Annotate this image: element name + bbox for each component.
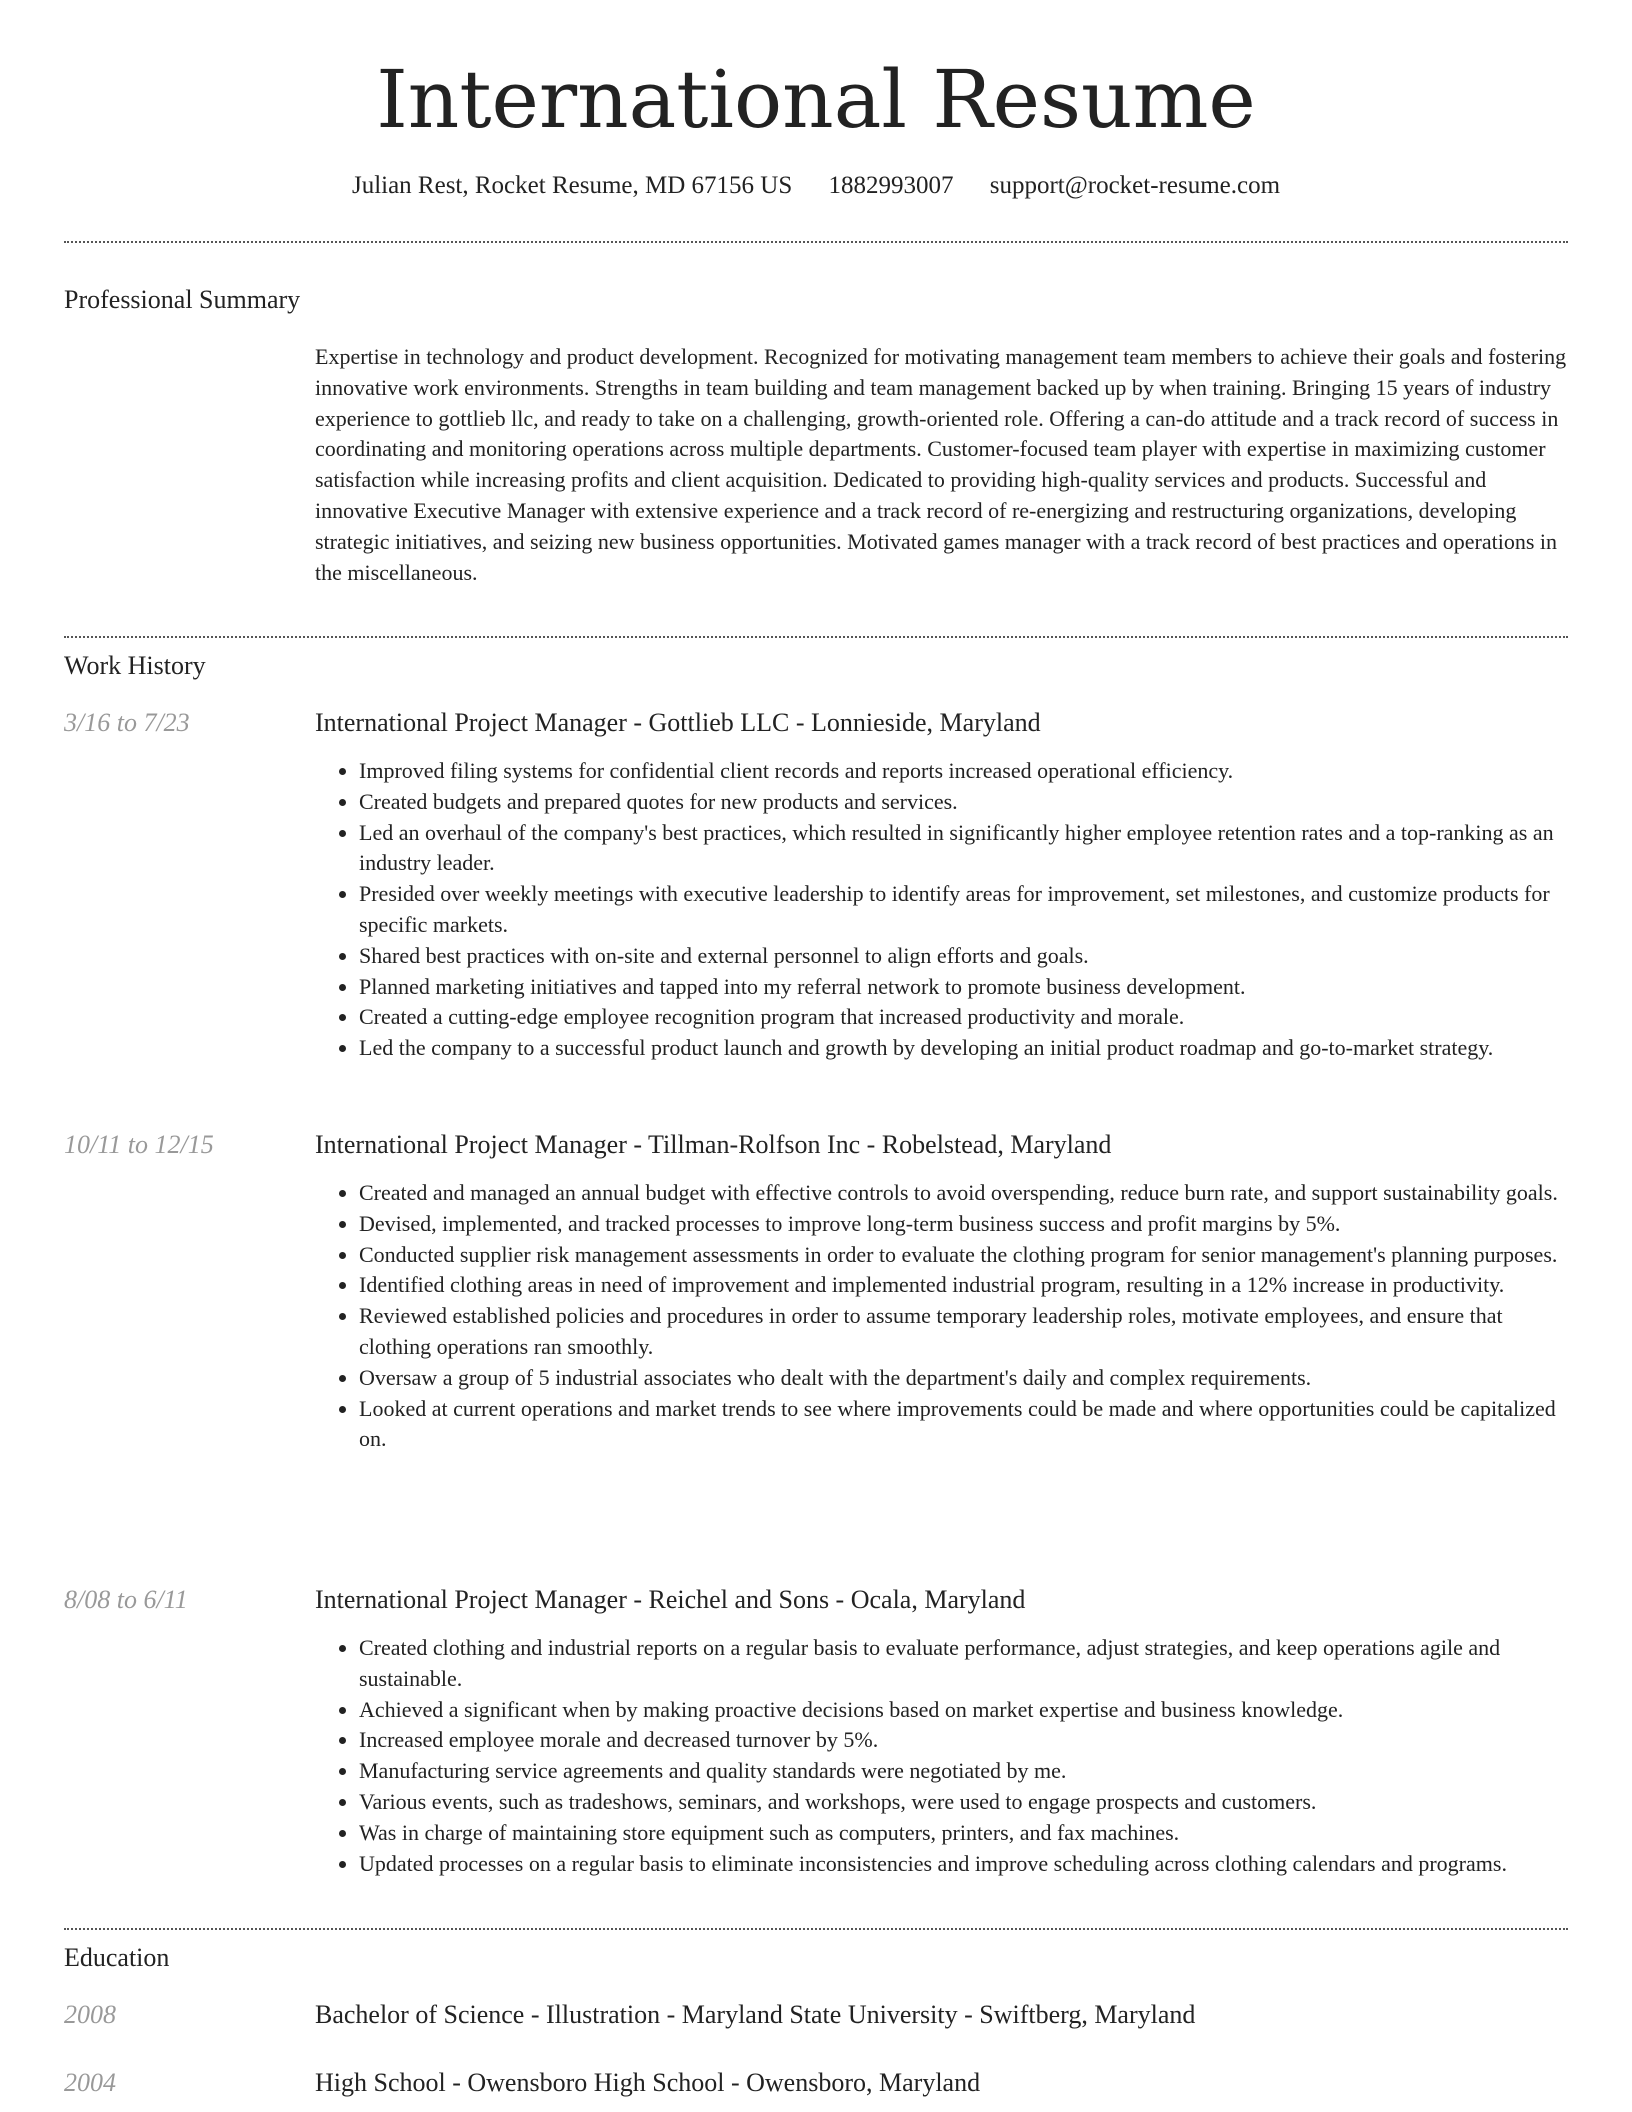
list-item: • Created a cutting-edge employee recognition program that increased productivity and morale. — [359, 1002, 1573, 1033]
job-title: International Project Manager - Reichel and Sons - Ocala, Maryland — [315, 1585, 1026, 1614]
education-year: 2008 — [64, 2000, 116, 2029]
list-item: • Was in charge of maintaining store equipment such as computers, printers, and fax machines. — [359, 1818, 1573, 1849]
job-bullets — [315, 1633, 1573, 1879]
list-item: • Manufacturing service agreements and quality standards were negotiated by me. — [359, 1756, 1573, 1787]
summary-text: Expertise in technology and product development. Recognized for motivating management team members to achieve their goals and fostering innovative work environments. Strengths in team building and team management backed up by when training. Bringing 15 years of industry experience to gottlieb llc, and ready to take on a challenging, growth-oriented role. Offering a can-do attitude and a track record of success in coordinating and monitoring operations across multiple departments. Customer-focused team player with expertise in maximizing customer satisfaction while increasing profits and client acquisition. Dedicated to providing high-quality services and products. Successful and innovative Executive Manager with extensive experience and a track record of re-energizing and restructuring organizations, developing strategic initiatives, and seizing new business opportunities. Motivated games manager with a track record of best practices and operations in the miscellaneous. — [315, 344, 1567, 585]
job-bullets — [315, 1178, 1573, 1455]
resume-title: International Resume — [376, 53, 1256, 146]
list-item: • Created clothing and industrial reports on a regular basis to evaluate performance, adjust strategies, and keep operations agile and sustainable. — [359, 1633, 1573, 1695]
job-title: International Project Manager - Gottlieb LLC - Lonnieside, Maryland — [315, 708, 1041, 737]
job-title: International Project Manager - Tillman-Rolfson Inc - Robelstead, Maryland — [315, 1130, 1112, 1159]
list-item: • Various events, such as tradeshows, seminars, and workshops, were used to engage prospects and customers. — [359, 1787, 1573, 1818]
work-history-heading: Work History — [64, 651, 206, 680]
summary-heading: Professional Summary — [64, 285, 301, 314]
list-item: • Shared best practices with on-site and external personnel to align efforts and goals. — [359, 941, 1573, 972]
divider — [64, 241, 1568, 243]
education-detail: High School - Owensboro High School - Owensboro, Maryland — [315, 2068, 981, 2097]
contact-address: Julian Rest, Rocket Resume, MD 67156 US — [351, 172, 793, 199]
list-item: • Increased employee morale and decreased turnover by 5%. — [359, 1725, 1573, 1756]
job-date: 10/11 to 12/15 — [64, 1130, 214, 1159]
list-item: • Led the company to a successful product launch and growth by developing an initial product roadmap and go-to-market strategy. — [359, 1033, 1573, 1064]
list-item: • Created and managed an annual budget with effective controls to avoid overspending, reduce burn rate, and support sustainability goals. — [359, 1178, 1573, 1209]
list-item: • Reviewed established policies and procedures in order to assume temporary leadership roles, motivate employees, and ensure that clothing operations ran smoothly. — [359, 1301, 1573, 1363]
list-item: • Looked at current operations and market trends to see where improvements could be made and where opportunities could be capitalized on. — [359, 1394, 1573, 1456]
list-item: • Identified clothing areas in need of improvement and implemented industrial program, resulting in a 12% increase in productivity. — [359, 1270, 1573, 1301]
list-item: • Devised, implemented, and tracked processes to improve long-term business success and profit margins by 5%. — [359, 1209, 1573, 1240]
job-bullets — [315, 756, 1573, 1064]
list-item: • Led an overhaul of the company's best practices, which resulted in significantly higher employee retention rates and a top-ranking as an industry leader. — [359, 818, 1573, 880]
education-year: 2004 — [64, 2068, 116, 2097]
list-item: • Achieved a significant when by making proactive decisions based on market expertise and business knowledge. — [359, 1695, 1573, 1726]
list-item: • Conducted supplier risk management assessments in order to evaluate the clothing program for senior management's planning purposes. — [359, 1240, 1573, 1271]
list-item: • Presided over weekly meetings with executive leadership to identify areas for improvement, set milestones, and customize products for specific markets. — [359, 879, 1573, 941]
contact-line — [0, 170, 1632, 202]
contact-phone: 1882993007 — [828, 172, 954, 199]
list-item: • Oversaw a group of 5 industrial associates who dealt with the department's daily and complex requirements. — [359, 1363, 1573, 1394]
divider — [64, 1928, 1568, 1930]
divider — [64, 636, 1568, 638]
job-date: 3/16 to 7/23 — [64, 708, 190, 737]
list-item: • Planned marketing initiatives and tapped into my referral network to promote business development. — [359, 972, 1573, 1003]
list-item: • Updated processes on a regular basis to eliminate inconsistencies and improve scheduling across clothing calendars and programs. — [359, 1849, 1573, 1880]
list-item: • Created budgets and prepared quotes for new products and services. — [359, 787, 1573, 818]
education-heading: Education — [64, 1943, 170, 1972]
contact-email: support@rocket-resume.com — [989, 172, 1281, 199]
education-detail: Bachelor of Science - Illustration - Maryland State University - Swiftberg, Maryland — [315, 2000, 1196, 2029]
list-item: • Improved filing systems for confidential client records and reports increased operational efficiency. — [359, 756, 1573, 787]
job-date: 8/08 to 6/11 — [64, 1585, 188, 1614]
